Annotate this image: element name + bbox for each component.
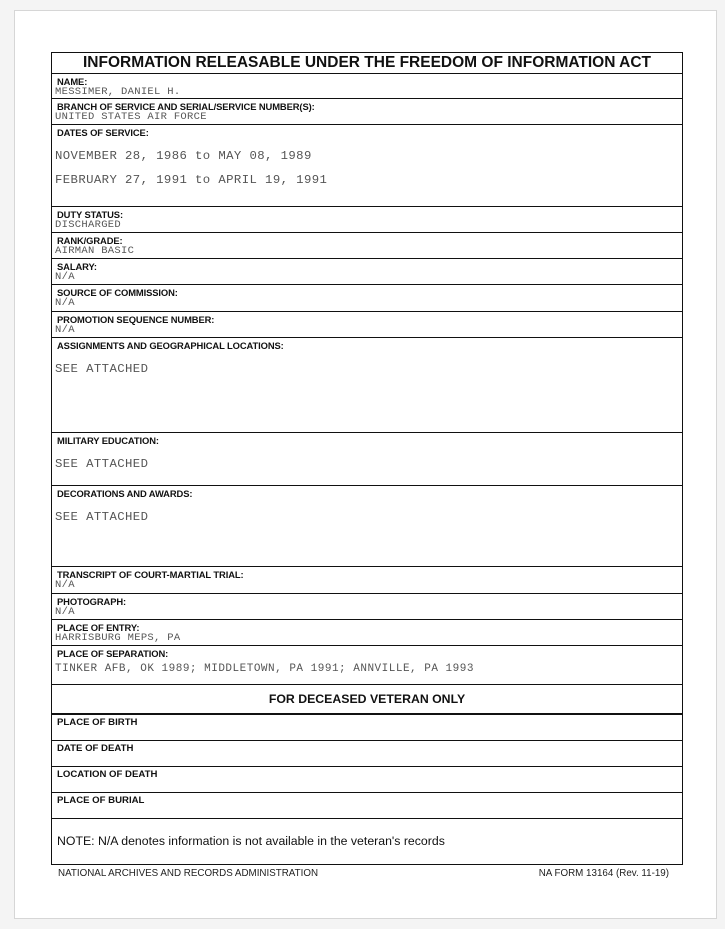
- field-promotion-sequence: [52, 312, 682, 338]
- field-value: SEE ATTACHED: [55, 362, 149, 376]
- field-label: BRANCH OF SERVICE AND SERIAL/SERVICE NUMBER(S):: [57, 101, 315, 112]
- footer-form-number: NA FORM 13164 (Rev. 11-19): [538, 868, 669, 879]
- field-value: MESSIMER, DANIEL H.: [55, 86, 181, 98]
- field-value: SEE ATTACHED: [55, 457, 149, 471]
- field-label: SALARY:: [57, 261, 97, 272]
- field-location-of-death: [52, 767, 682, 793]
- field-source-of-commission: [52, 285, 682, 312]
- field-court-martial: [52, 567, 682, 594]
- field-assignments: [52, 338, 682, 433]
- deceased-section-title: FOR DECEASED VETERAN ONLY: [52, 684, 682, 715]
- field-label: TRANSCRIPT OF COURT-MARTIAL TRIAL:: [57, 569, 244, 580]
- field-value: N/A: [55, 271, 75, 283]
- field-label: DATE OF DEATH: [57, 743, 134, 754]
- field-decorations-awards: [52, 486, 682, 567]
- field-rank-grade: [52, 233, 682, 259]
- service-period-1: NOVEMBER 28, 1986 to MAY 08, 1989: [55, 149, 312, 163]
- field-label: PLACE OF ENTRY:: [57, 622, 140, 633]
- field-value: TINKER AFB, OK 1989; MIDDLETOWN, PA 1991; ANNVILLE, PA 1993: [55, 663, 474, 675]
- service-period-2: FEBRUARY 27, 1991 to APRIL 19, 1991: [55, 173, 328, 187]
- field-label: NAME:: [57, 76, 88, 87]
- field-label: RANK/GRADE:: [57, 235, 123, 246]
- field-label: MILITARY EDUCATION:: [57, 435, 159, 446]
- field-value: N/A: [55, 297, 75, 309]
- note-text: NOTE: N/A denotes information is not available in the veteran's records: [57, 834, 445, 848]
- field-label: DUTY STATUS:: [57, 209, 123, 220]
- field-branch: [52, 99, 682, 125]
- field-value: SEE ATTACHED: [55, 510, 149, 524]
- field-duty-status: [52, 207, 682, 233]
- field-value: N/A: [55, 324, 75, 336]
- form-title: INFORMATION RELEASABLE UNDER THE FREEDOM OF INFORMATION ACT: [52, 52, 682, 74]
- field-label: SOURCE OF COMMISSION:: [57, 287, 178, 298]
- field-label: DATES OF SERVICE:: [57, 127, 149, 138]
- field-value: AIRMAN BASIC: [55, 245, 135, 257]
- field-label: LOCATION OF DEATH: [57, 769, 158, 780]
- field-photograph: [52, 594, 682, 620]
- foia-form: [51, 52, 683, 865]
- field-military-education: [52, 433, 682, 486]
- field-place-of-entry: [52, 620, 682, 646]
- field-value: N/A: [55, 606, 75, 618]
- field-value: UNITED STATES AIR FORCE: [55, 111, 207, 123]
- field-label: PROMOTION SEQUENCE NUMBER:: [57, 314, 215, 325]
- field-label: PLACE OF BURIAL: [57, 795, 145, 806]
- field-place-of-birth: [52, 715, 682, 741]
- field-value: N/A: [55, 579, 75, 591]
- field-place-of-separation: [52, 646, 682, 683]
- field-dates-of-service: [52, 125, 682, 207]
- field-date-of-death: [52, 741, 682, 767]
- field-salary: [52, 259, 682, 285]
- field-label: ASSIGNMENTS AND GEOGRAPHICAL LOCATIONS:: [57, 340, 284, 351]
- field-label: PLACE OF SEPARATION:: [57, 648, 169, 659]
- field-label: DECORATIONS AND AWARDS:: [57, 488, 193, 499]
- field-value: DISCHARGED: [55, 219, 122, 231]
- field-value: HARRISBURG MEPS, PA: [55, 632, 181, 644]
- field-place-of-burial: [52, 793, 682, 819]
- footer-agency: NATIONAL ARCHIVES AND RECORDS ADMINISTRATION: [58, 868, 319, 879]
- field-label: PLACE OF BIRTH: [57, 717, 138, 728]
- note-row: [52, 819, 682, 865]
- field-name: [52, 74, 682, 99]
- field-label: PHOTOGRAPH:: [57, 596, 127, 607]
